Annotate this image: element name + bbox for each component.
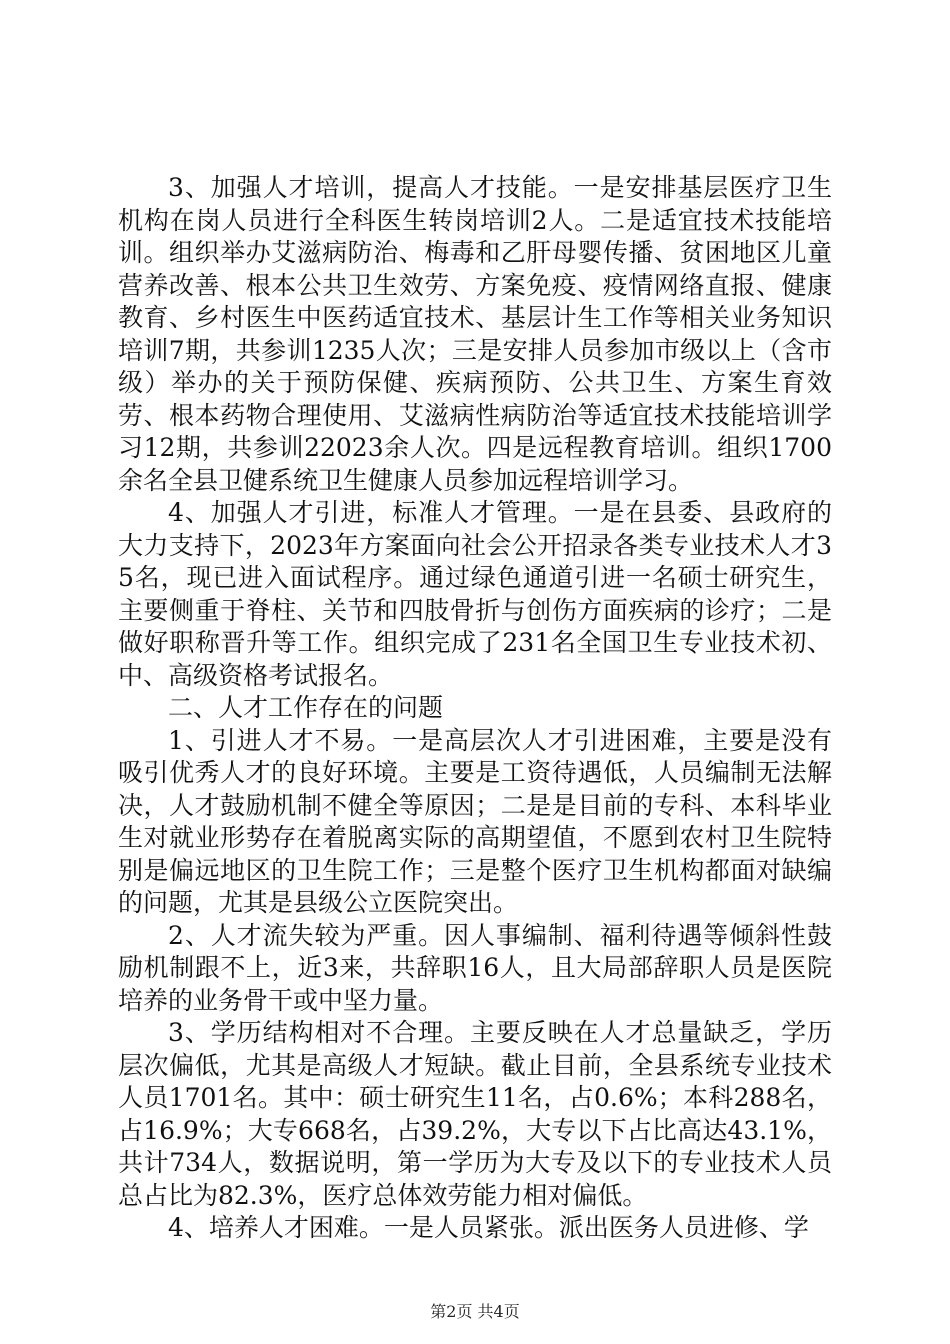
paragraph-recruitment-difficulty: 1、引进人才不易。一是高层次人才引进困难，主要是没有吸引优秀人才的良好环境。主要是工资待遇低，人员编制无法解决，人才鼓励机制不健全等原因；二是是目前的专科、本科毕业生对就业形势存在着脱离实际的高期望值，不愿到农村卫生院特别是偏远地区的卫生院工作；三是整个医疗卫生机构都面对缺编的问题，尤其是县级公立医院突出。 — [118, 725, 832, 917]
paragraph-talent-training: 3、加强人才培训，提高人才技能。一是安排基层医疗卫生机构在岗人员进行全科医生转岗培训2人。二是适宜技术技能培训。组织举办艾滋病防治、梅毒和乙肝母婴传播、贫困地区儿童营养改善、根本公共卫生效劳、方案免疫、疫情网络直报、健康教育、乡村医生中医药适宜技术、基层计生工作等相关业务知识培训7期，共参训1235人次；三是安排人员参加市级以上（含市级）举办的关于预防保健、疾病预防、公共卫生、方案生育效劳、根本药物合理使用、艾滋病性病防治等适宜技术技能培训学习12期，共参训22023余人次。四是远程教育培训。组织1700余名全县卫健系统卫生健康人员参加远程培训学习。 — [118, 173, 832, 495]
paragraph-talent-loss: 2、人才流失较为严重。因人事编制、福利待遇等倾斜性鼓励机制跟不上，近3来，共辞职16人，且大局部辞职人员是医院培养的业务骨干或中坚力量。 — [118, 920, 832, 1015]
paragraph-talent-introduction: 4、加强人才引进，标准人才管理。一是在县委、县政府的大力支持下，2023年方案面向社会公开招录各类专业技术人才35名，现已进入面试程序。通过绿色通道引进一名硕士研究生，主要侧重于脊柱、关节和四肢骨折与创伤方面疾病的诊疗；二是做好职称晋升等工作。组织完成了231名全国卫生专业技术初、中、高级资格考试报名。 — [118, 498, 832, 690]
document-body — [118, 172, 832, 1245]
section-heading-problems: 二、人才工作存在的问题 — [168, 693, 444, 722]
page-footer: 第2页 共4页 — [430, 1302, 520, 1321]
paragraph-training-difficulty: 4、培养人才困难。一是人员紧张。派出医务人员进修、学 — [168, 1213, 809, 1242]
paragraph-education-structure: 3、学历结构相对不合理。主要反映在人才总量缺乏，学历层次偏低，尤其是高级人才短缺。截止目前，全县系统专业技术人员1701名。其中：硕士研究生11名，占0.6%；本科288名，占16.9%；大专668名，占39.2%，大专以下占比高达43.1%，共计734人，数据说明，第一学历为大专及以下的专业技术人员总占比为82.3%，医疗总体效劳能力相对偏低。 — [118, 1018, 832, 1210]
